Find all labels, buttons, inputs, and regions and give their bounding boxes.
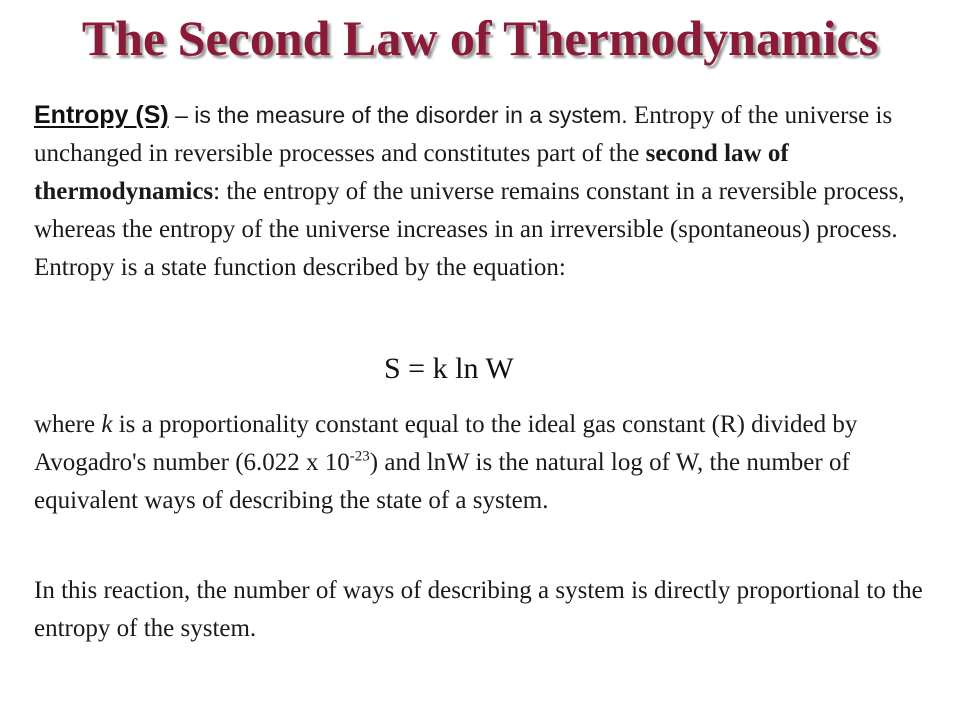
where-text-c: ) and lnW is the natural log of W, the number of equivalent ways of describing the state of a system. bbox=[34, 449, 850, 514]
definition-text-b: : the entropy of the universe remains constant in a reversible process, whereas the entropy of the universe increases in an irreversible (spontaneous) process. Entropy is a state function described by the equation: bbox=[34, 178, 905, 281]
entropy-term: Entropy (S) bbox=[34, 101, 169, 129]
conclusion-paragraph: In this reaction, the number of ways of describing a system is directly proportional to the entropy of the system. bbox=[34, 577, 923, 642]
definition-text-a: Entropy of the universe is unchanged in reversible processes and constitutes part of the bbox=[34, 102, 893, 167]
entropy-equation: S = k ln W bbox=[384, 352, 514, 385]
definition-lead: is the measure of the disorder in a system. bbox=[194, 102, 628, 128]
second-law-name: second law of thermodynamics bbox=[34, 140, 789, 205]
where-text-b: is a proportionality constant equal to the ideal gas constant (R) divided by Avogadro's number (6.022 x 10 bbox=[34, 411, 858, 476]
exponent: -23 bbox=[349, 448, 370, 465]
constant-explanation-paragraph bbox=[34, 406, 924, 520]
slide-title: The Second Law of Thermodynamics bbox=[81, 10, 879, 66]
entropy-definition-paragraph bbox=[34, 96, 924, 287]
definition-dash: – bbox=[168, 102, 195, 128]
where-text-a: where bbox=[34, 411, 102, 438]
k-symbol: k bbox=[101, 411, 113, 438]
